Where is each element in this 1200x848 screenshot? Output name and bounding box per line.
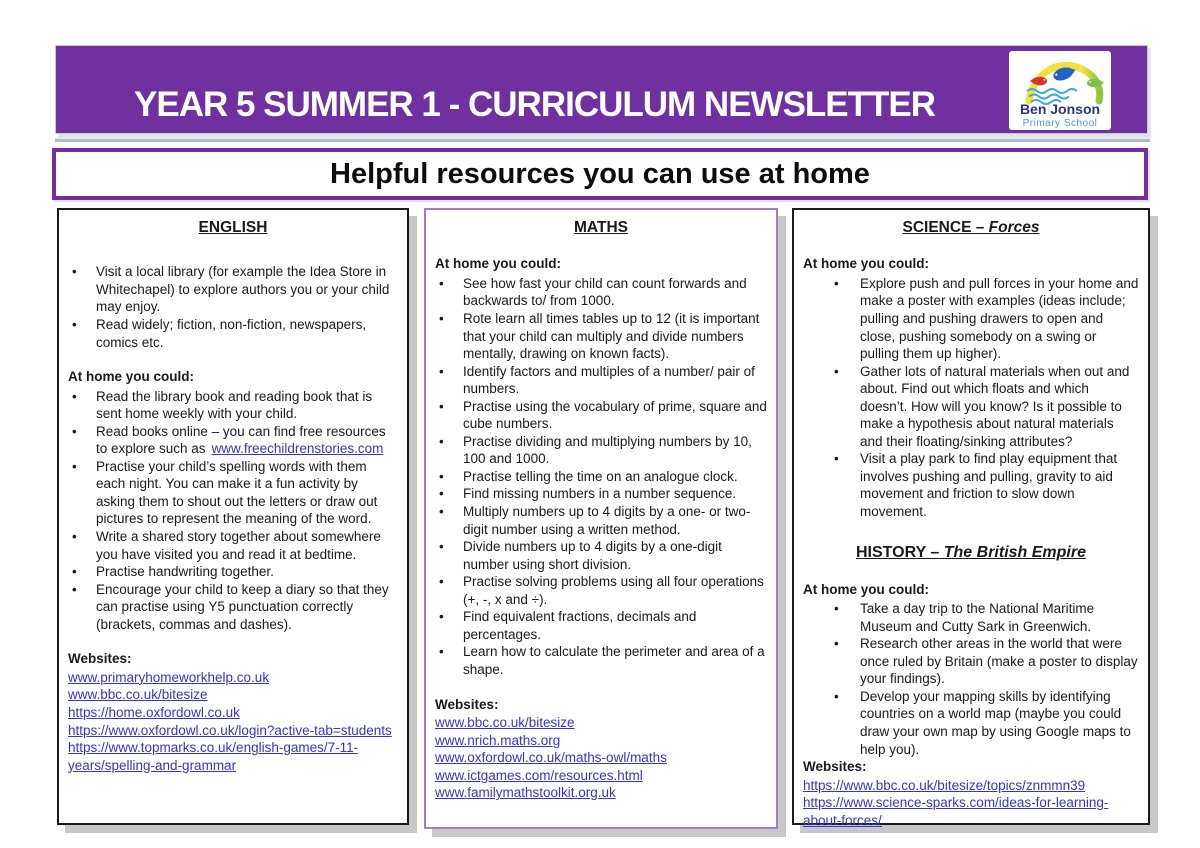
column-maths — [424, 208, 778, 829]
maths-at-home-label: At home you could: — [435, 256, 561, 272]
website-link[interactable]: www.primaryhomeworkhelp.co.uk — [68, 669, 270, 685]
list-item: • Practise telling the time on an analogue clock. — [435, 468, 767, 486]
list-item: • Visit a play park to find play equipment that involves pushing and pulling, gravity to aid movement and friction to slow down movement. — [803, 450, 1139, 520]
history-heading-subject: HISTORY – — [856, 543, 940, 561]
history-at-home-label: At home you could: — [803, 581, 929, 597]
maths-websites-label: Websites: — [435, 696, 499, 712]
list-item: • Find missing numbers in a number sequence. — [435, 485, 767, 503]
science-heading-subject: SCIENCE – — [902, 219, 985, 236]
science-at-home-label: At home you could: — [803, 256, 929, 272]
column-science-history — [792, 208, 1150, 828]
science-websites-label: Websites: — [803, 759, 867, 775]
english-at-home-list — [68, 388, 398, 634]
history-at-home-list — [803, 600, 1139, 758]
list-item: • Practise your child’s spelling words with them each night. You can make it a fun activity by asking them to shout out the letters or draw out pictures to represent the meaning of the word. — [68, 458, 398, 528]
list-item: • Encourage your child to keep a diary so that they can practise using Y5 punctuation correctly (brackets, commas and dashes). — [68, 581, 398, 634]
column-english — [57, 208, 409, 825]
website-link[interactable]: www.bbc.co.uk/bitesize — [68, 687, 208, 703]
list-item: • Read widely; fiction, non-fiction, newspapers, comics etc. — [68, 316, 398, 351]
logo-school-type: Primary School — [1022, 118, 1098, 129]
freechildrenstories-link[interactable]: www.freechildrenstories.com — [211, 441, 384, 457]
website-link[interactable]: www.nrich.maths.org — [435, 732, 561, 748]
website-link[interactable]: www.bbc.co.uk/bitesize — [435, 715, 575, 731]
website-link[interactable]: www.ictgames.com/resources.html — [435, 767, 643, 783]
history-heading-topic: The British Empire — [939, 543, 1086, 561]
english-websites-list — [68, 669, 398, 774]
list-item: • Learn how to calculate the perimeter and area of a shape. — [435, 643, 767, 678]
website-link[interactable]: https://home.oxfordowl.co.uk — [68, 704, 240, 720]
list-item: • Rote learn all times tables up to 12 (it is important that your child can multiply and divide numbers mentally, drawing on known facts). — [435, 310, 767, 363]
english-intro-list — [68, 263, 398, 351]
list-item: • Identify factors and multiples of a number/ pair of numbers. — [435, 363, 767, 398]
maths-heading: MATHS — [574, 219, 628, 236]
list-item: • Explore push and pull forces in your home and make a poster with examples (ideas include; pulling and pushing drawers to open and close, pushing somebody on a swing or pulling them up higher). — [803, 275, 1139, 363]
website-link[interactable]: https://www.bbc.co.uk/bitesize/topics/znmmn39 — [803, 777, 1086, 793]
english-websites-label: Websites: — [68, 651, 132, 667]
english-at-home-label: At home you could: — [68, 369, 194, 385]
science-heading — [803, 218, 1139, 237]
page-title: YEAR 5 SUMMER 1 - CURRICULUM NEWSLETTER — [134, 85, 936, 124]
website-link[interactable]: www.oxfordowl.co.uk/maths-owl/maths — [435, 750, 667, 766]
list-item-text: Read books online – you can find free resources to explore such as — [96, 423, 386, 457]
columns-container — [57, 208, 1150, 829]
logo-school-name: Ben Jonson — [1019, 101, 1101, 117]
list-item: • Practise solving problems using all four operations (+, -, x and ÷). — [435, 573, 767, 608]
subtitle-banner — [52, 148, 1148, 200]
header-banner — [55, 45, 1148, 134]
subtitle-text: Helpful resources you can use at home — [330, 157, 870, 190]
list-item: • Take a day trip to the National Maritime Museum and Cutty Sark in Greenwich. — [803, 600, 1139, 635]
header-divider — [55, 137, 1150, 142]
website-link[interactable]: https://www.topmarks.co.uk/english-games/7-11-years/spelling-and-grammar — [68, 740, 359, 773]
website-link[interactable]: https://www.oxfordowl.co.uk/login?active-tab=students — [68, 722, 392, 738]
science-at-home-list — [803, 275, 1139, 521]
list-item: • See how fast your child can count forwards and backwards to/ from 1000. — [435, 275, 767, 310]
list-item: • Practise using the vocabulary of prime, square and cube numbers. — [435, 398, 767, 433]
science-websites-list — [803, 777, 1139, 830]
website-link[interactable]: www.familymathstoolkit.org.uk — [435, 785, 616, 801]
list-item: • Write a shared story together about somewhere you have visited you and read it at bedtime. — [68, 528, 398, 563]
school-logo — [1009, 51, 1111, 130]
list-item: • Develop your mapping skills by identifying countries on a world map (maybe you could draw your own map by using Google maps to help you). — [803, 688, 1139, 758]
science-heading-topic: Forces — [984, 219, 1040, 236]
english-heading: ENGLISH — [198, 219, 268, 236]
list-item: • Read the library book and reading book that is sent home weekly with your child. — [68, 388, 398, 423]
maths-at-home-list — [435, 275, 767, 679]
list-item: • Practise dividing and multiplying numbers by 10, 100 and 1000. — [435, 433, 767, 468]
list-item: • Visit a local library (for example the Idea Store in Whitechapel) to explore authors you or your child may enjoy. — [68, 263, 398, 316]
list-item: • Multiply numbers up to 4 digits by a one- or two-digit number using a written method. — [435, 503, 767, 538]
list-item: • Practise handwriting together. — [68, 563, 398, 581]
list-item: • Divide numbers up to 4 digits by a one-digit number using short division. — [435, 538, 767, 573]
school-logo-image — [1009, 51, 1111, 130]
maths-websites-list — [435, 714, 767, 802]
list-item — [68, 423, 398, 458]
history-heading — [803, 543, 1139, 563]
list-item: • Gather lots of natural materials when out and about. Find out which floats and which doesn’t. How will you know? Is it possible to make a hypothesis about natural materials and their floating/sinking attributes? — [803, 363, 1139, 451]
website-link[interactable]: https://www.science-sparks.com/ideas-for-learning-about-forces/ — [803, 795, 1109, 828]
list-item: • Research other areas in the world that were once ruled by Britain (make a poster to display your findings). — [803, 635, 1139, 688]
list-item: • Find equivalent fractions, decimals and percentages. — [435, 608, 767, 643]
